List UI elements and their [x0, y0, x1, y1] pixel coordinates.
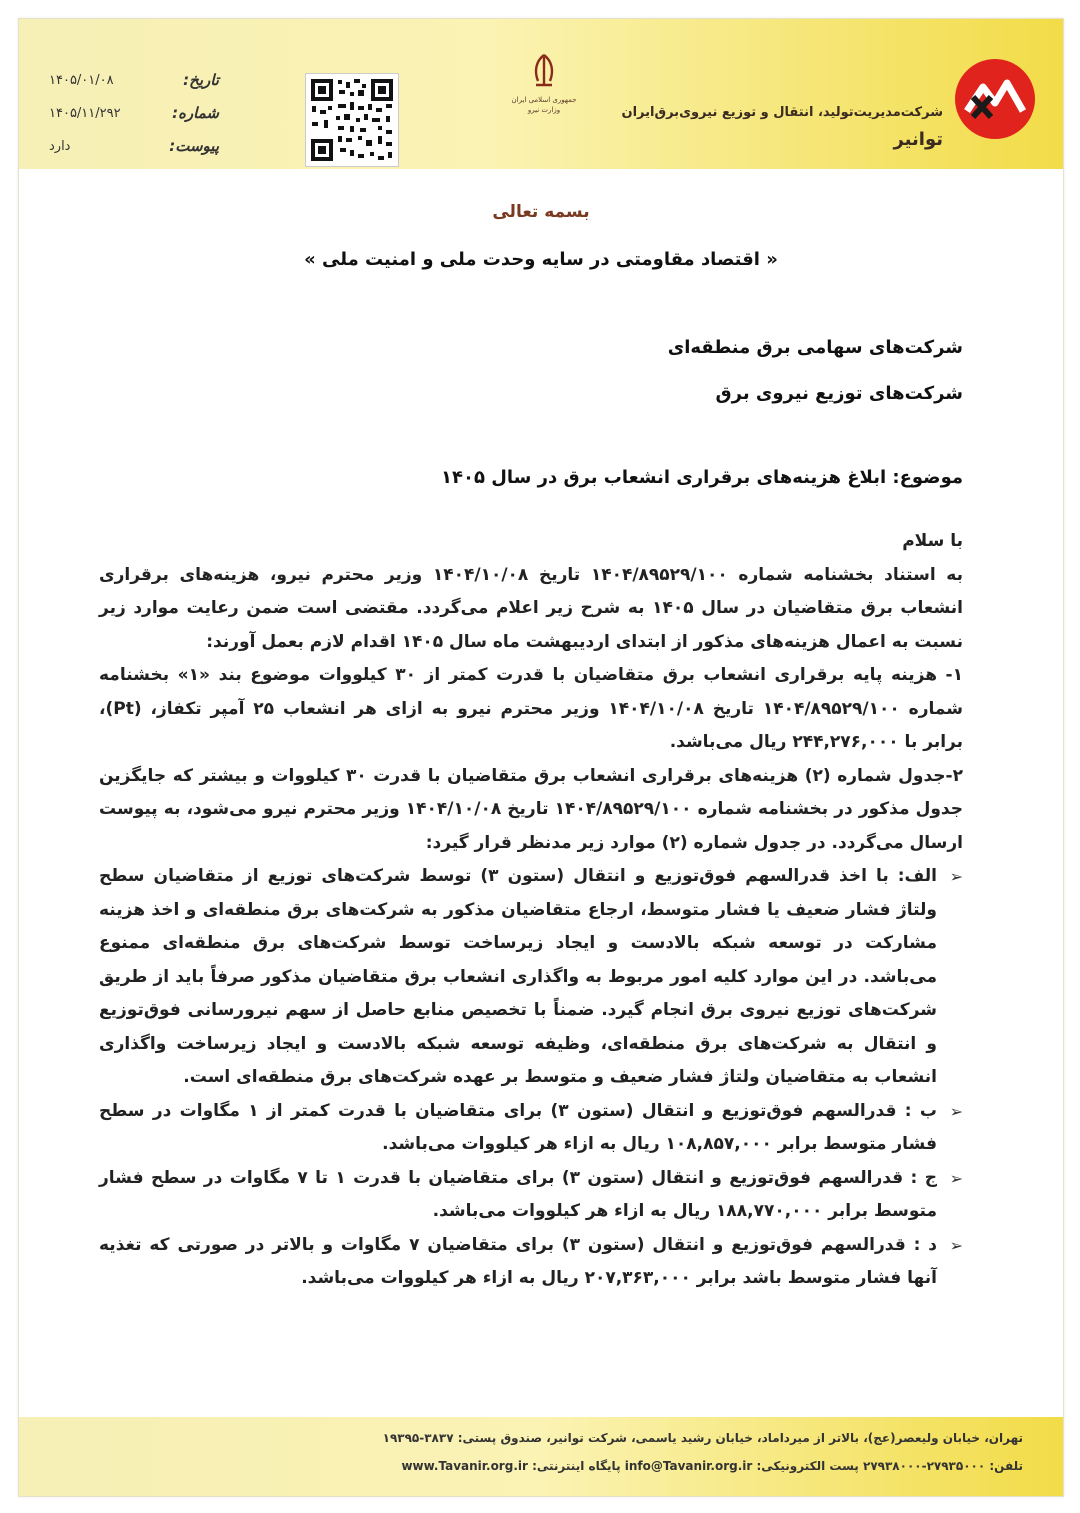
letter-footer [19, 1417, 1063, 1496]
sub-item-c [99, 1162, 963, 1229]
footer-address: تهران، خیابان ولیعصر(عج)، بالاتر از میرداماد، خیابان رشید یاسمی، شرکت توانیر، صندوق پستی: ۳۸۳۷-۱۹۳۹۵ [382, 1431, 1023, 1445]
arrow-bullet-icon: ➢ [949, 1168, 963, 1188]
emblem-text-2: وزارت نیرو [527, 106, 561, 114]
arrow-bullet-icon: ➢ [949, 1235, 963, 1255]
date-value: ۱۴۰۵/۰۱/۰۸ [49, 73, 114, 88]
company-short-name: توانیر [893, 129, 943, 150]
letter-body [99, 525, 963, 1296]
qr-code-icon [305, 73, 399, 167]
letterhead [19, 19, 1063, 169]
government-emblem [494, 51, 594, 151]
emblem-icon [526, 51, 562, 91]
bismillah: بسمه تعالی [492, 202, 590, 222]
item-1: ۱- هزینه پایه برقراری انشعاب برق متقاضیان با قدرت کمتر از ۳۰ کیلووات موضوع بند «۱» بخشنامه شماره ۱۴۰۴/۸۹۵۲۹/۱۰۰ تاریخ ۱۴۰۴/۱۰/۰۸ وزیر محترم نیرو به ازای هر انشعاب ۲۵ آمپر تکفاز، (Pt)، برابر با ۲۴۴,۲۷۶,۰۰۰ ریال می‌باشد. [99, 665, 963, 752]
number-label: شماره: [172, 104, 219, 122]
sub-item-d [99, 1229, 963, 1296]
sub-item-text: ج : قدرالسهم فوق‌توزیع و انتقال (ستون ۳) برای متقاضیان با قدرت ۱ تا ۷ مگاوات در سطح فشار متوسط برابر ۱۸۸,۷۷۰,۰۰۰ ریال به ازاء هر کیلووات می‌باشد. [99, 1167, 937, 1221]
company-name: شرکت‌مدیریت‌تولید، انتقال و توزیع نیروی‌برق‌ایران [621, 105, 943, 120]
slogan: « اقتصاد مقاومتی در سایه وحدت ملی و امنیت ملی » [304, 249, 778, 270]
item-2: ۲-جدول شماره (۲) هزینه‌های برقراری انشعاب برق متقاضیان با قدرت ۳۰ کیلووات و بیشتر که جایگزین جدول مذکور در بخشنامه شماره ۱۴۰۴/۸۹۵۲۹/۱۰۰ تاریخ ۱۴۰۴/۱۰/۰۸ وزیر محترم نیرو می‌شود، به پیوست ارسال می‌گردد. در جدول شماره (۲) موارد زیر مدنظر قرار گیرد: [99, 765, 963, 853]
recipient-1: شرکت‌های سهامی برق منطقه‌ای [667, 337, 963, 358]
number-row [49, 104, 219, 137]
attachment-row [49, 137, 219, 170]
letter-meta [49, 71, 219, 170]
tavanir-logo [953, 57, 1037, 141]
date-label: تاریخ: [183, 71, 219, 89]
letter-subject: موضوع: ابلاغ هزینه‌های برقراری انشعاب برق در سال ۱۴۰۵ [441, 467, 963, 488]
sub-item-text: ب : قدرالسهم فوق‌توزیع و انتقال (ستون ۳) برای متقاضیان با قدرت کمتر از ۱ مگاوات در سطح فشار متوسط برابر ۱۰۸,۸۵۷,۰۰۰ ریال به ازاء هر کیلووات می‌باشد. [99, 1100, 937, 1154]
recipient-2: شرکت‌های توزیع نیروی برق [715, 383, 963, 404]
footer-contact: تلفن: ۲۷۹۳۵۰۰۰-۲۷۹۳۸۰۰۰ پست الکترونیکی: info@Tavanir.org.ir پایگاه اینترنتی: www.Tavanir.org.ir [401, 1459, 1023, 1473]
letter-page [18, 18, 1064, 1497]
attachment-label: پیوست: [169, 137, 219, 155]
number-value: ۱۴۰۵/۱۱/۲۹۲ [49, 106, 121, 121]
arrow-bullet-icon: ➢ [949, 867, 963, 886]
sub-item-text: د : قدرالسهم فوق‌توزیع و انتقال (ستون ۳) برای متقاضیان ۷ مگاوات و بالاتر در صورتی که تغذیه آنها فشار متوسط باشد برابر ۲۰۷,۳۶۳,۰۰۰ ریال به ازاء هر کیلووات می‌باشد. [99, 1234, 938, 1288]
sub-item-text: الف: با اخذ قدرالسهم فوق‌توزیع و انتقال (ستون ۳) توسط شرکت‌های توزیع از متقاضیان سطح ولتاژ فشار ضعیف یا فشار متوسط، ارجاع متقاضیان مذکور به شرکت‌های برق منطقه‌ای و اخذ هزینه مشارکت در توسعه شبکه بالادست و ایجاد زیرساخت توسط شرکت‌های برق منطقه‌ای ممنوع می‌باشد. در این موارد کلیه امور مربوط به واگذاری انشعاب برق متقاضیان مذکور صرفاً باید از طریق شرکت‌های توزیع نیروی برق انجام گیرد. ضمناً با تخصیص منابع حاصل از سهم نیرورسانی فوق‌توزیع و انتقال به شرکت‌های برق منطقه‌ای، وظیفه توسعه شبکه بالادست و ایجاد زیرساخت واگذاری انشعاب به متقاضیان ولتاژ فشار ضعیف و متوسط بر عهده شرکت‌های برق منطقه‌ای است. [99, 866, 938, 1087]
attachment-value: دارد [49, 139, 71, 154]
intro-paragraph: به استناد بخشنامه شماره ۱۴۰۴/۸۹۵۲۹/۱۰۰ تاریخ ۱۴۰۴/۱۰/۰۸ وزیر محترم نیرو، هزینه‌های برقراری انشعاب برق متقاضیان در سال ۱۴۰۵ به شرح زیر اعلام می‌گردد. مقتضی است ضمن رعایت موارد زیر نسبت به اعمال هزینه‌های مذکور از ابتدای اردیبهشت ماه سال ۱۴۰۵ اقدام لازم بعمل آورند: [99, 564, 964, 652]
emblem-text-1: جمهوری اسلامی ایران [511, 96, 577, 104]
sub-item-b [99, 1095, 963, 1162]
date-row [49, 71, 219, 104]
sub-items [99, 860, 963, 1296]
greeting: با سلام [902, 531, 963, 551]
sub-item-a [99, 860, 963, 1095]
arrow-bullet-icon: ➢ [949, 1101, 963, 1121]
